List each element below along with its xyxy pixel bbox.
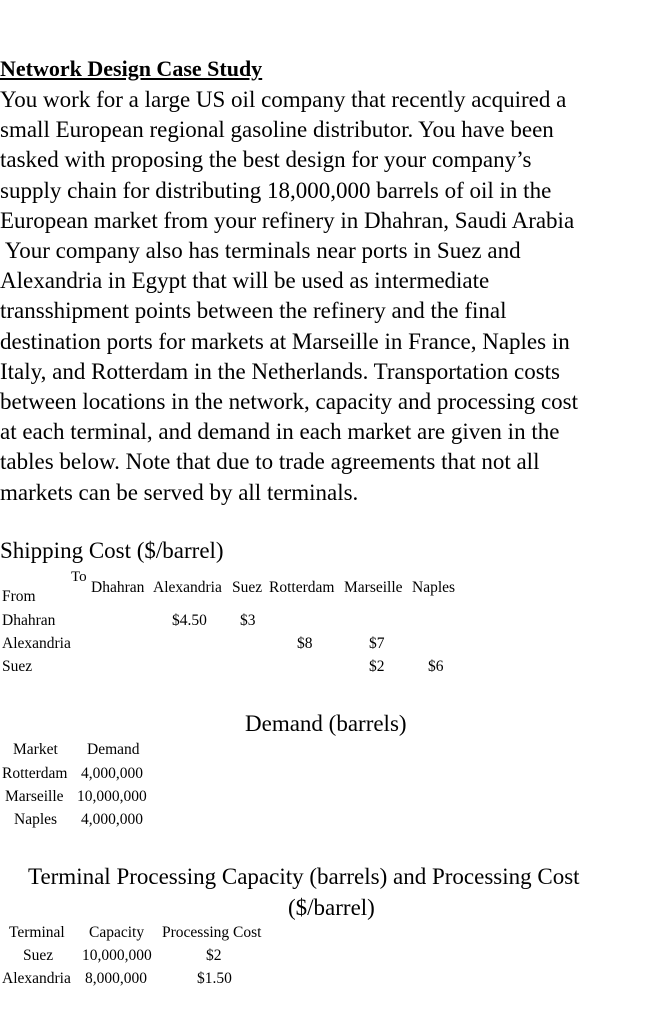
table-cell: $2 [206,947,222,964]
table-cell: $1.50 [197,970,232,987]
col-header: Capacity [89,924,145,941]
col-header: Demand [87,741,140,758]
col-header: Marseille [344,579,403,596]
intro-line: supply chain for distributing 18,000,000 barrels of oil in the [0,177,552,203]
table-cell: Marseille [5,788,64,805]
intro-line: Alexandria in Egypt that will be used as intermediate [0,268,490,294]
table-cell: $3 [240,612,256,629]
intro-line: between locations in the network, capacity and processing cost [0,389,579,415]
col-header: Rotterdam [269,579,335,596]
table-cell: 4,000,000 [81,811,143,828]
col-header: Terminal [9,924,65,941]
col-header: Alexandria [153,579,222,596]
intro-line: European market from your refinery in Dhahran, Saudi Arabia [0,207,575,233]
row-header: Dhahran [2,612,56,629]
to-label: To [71,569,87,585]
table-cell: Rotterdam [2,765,68,782]
table-cell: $6 [428,658,444,675]
demand-title: Demand (barrels) [245,711,407,736]
col-header: Suez [232,579,263,596]
intro-paragraph [0,85,648,508]
table-cell: $2 [369,658,385,675]
table-cell: $4.50 [172,612,207,629]
col-header: Naples [412,579,456,596]
table-cell: $8 [297,635,313,652]
table-cell: 10,000,000 [77,788,147,805]
page-title: Network Design Case Study [0,56,263,81]
intro-line: markets can be served by all terminals. [0,479,359,505]
intro-line: tables below. Note that due to trade agreements that not all [0,449,540,475]
table-cell: Suez [23,947,54,964]
terminal-title-line1: Terminal Processing Capacity (barrels) and Processing Cost [28,864,580,889]
intro-line: tasked with proposing the best design for your company’s [0,147,532,173]
terminal-title-line2: ($/barrel) [288,895,375,920]
shipping-title: Shipping Cost ($/barrel) [0,538,224,563]
table-cell: 4,000,000 [81,765,143,782]
intro-line: You work for a large US oil company that recently acquired a [0,87,567,112]
intro-line: transshipment points between the refinery and the final [0,298,507,324]
col-header: Market [13,741,58,758]
row-header: Suez [2,658,33,675]
col-header: Processing Cost [162,924,262,941]
intro-line: destination ports for markets at Marseille in France, Naples in [0,328,570,354]
intro-line: small European regional gasoline distributor. You have been [0,117,554,143]
row-header: Alexandria [2,635,71,652]
table-cell: 10,000,000 [82,947,152,964]
intro-line: Your company also has terminals near ports in Suez and [0,238,521,264]
table-cell: $7 [369,635,385,652]
intro-line: at each terminal, and demand in each market are given in the [0,419,560,445]
table-cell: 8,000,000 [85,970,147,987]
table-cell: Alexandria [2,970,71,987]
table-cell: Naples [14,811,58,828]
intro-line: Italy, and Rotterdam in the Netherlands. Transportation costs [0,358,560,384]
from-label: From [2,588,36,605]
col-header: Dhahran [91,579,145,596]
